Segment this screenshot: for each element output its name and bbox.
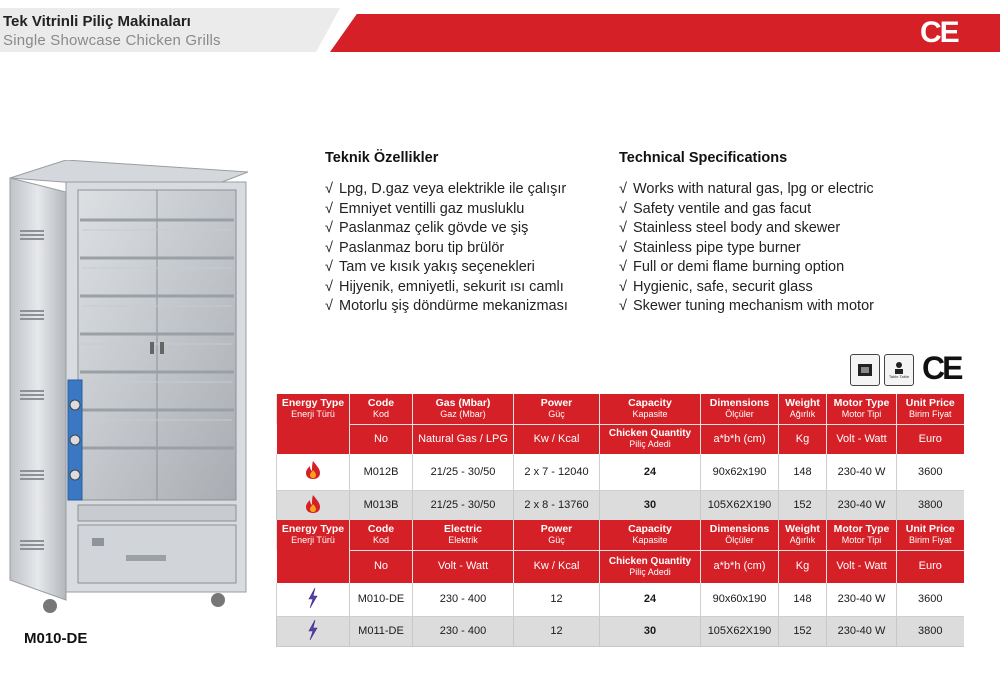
header-red-band — [330, 14, 1000, 52]
table-row — [277, 583, 964, 616]
code-cell: M012B — [350, 454, 413, 490]
code-cell: M010-DE — [350, 583, 413, 616]
capacity-cell: 24 — [600, 583, 701, 616]
weight-cell: 148 — [779, 454, 827, 490]
lightning-icon — [277, 616, 350, 646]
flame-icon — [277, 454, 350, 490]
weight-cell: 152 — [779, 616, 827, 646]
cert-box-icon — [850, 354, 880, 386]
power-cell: 12 — [514, 616, 600, 646]
specs-tr-list — [325, 180, 568, 317]
check-icon: √ — [325, 298, 333, 314]
price-cell: 3800 — [897, 490, 964, 520]
weight-cell: 148 — [779, 583, 827, 616]
list-item: √ Works with natural gas, lpg or electric — [619, 180, 874, 200]
list-item: √ Emniyet ventilli gaz musluklu — [325, 200, 568, 220]
list-item: √ Tam ve kısık yakış seçenekleri — [325, 258, 568, 278]
header-cell: Unit Price Birim Fiyat — [897, 394, 964, 424]
subheader-cell: Euro — [897, 424, 964, 454]
subheader-cell: Euro — [897, 550, 964, 583]
header-cell: Code Kod — [350, 520, 413, 550]
table-subheader-row — [277, 424, 964, 454]
subheader-cell: Kg — [779, 424, 827, 454]
subheader-cell: Natural Gas / LPG — [413, 424, 514, 454]
header-cell: Dimensions Ölçüler — [701, 520, 779, 550]
header-cell: Motor Type Motor Tipi — [827, 394, 897, 424]
header-cell: Gas (Mbar) Gaz (Mbar) — [413, 394, 514, 424]
header-cell: Capacity Kapasite — [600, 394, 701, 424]
lightning-icon — [277, 583, 350, 616]
header-cell: Energy Type Enerji Türü — [277, 520, 350, 550]
power-cell: 2 x 8 - 13760 — [514, 490, 600, 520]
header-cell: Dimensions Ölçüler — [701, 394, 779, 424]
subheader-cell: Kg — [779, 550, 827, 583]
dimensions-cell: 90x62x190 — [701, 454, 779, 490]
list-item: √ Paslanmaz çelik gövde ve şiş — [325, 219, 568, 239]
table-row — [277, 454, 964, 490]
price-cell: 3600 — [897, 454, 964, 490]
list-item: √ Hygienic, safe, securit glass — [619, 278, 874, 298]
check-icon: √ — [619, 278, 627, 295]
gas-cell: 21/25 - 30/50 — [413, 454, 514, 490]
motor-cell: 230-40 W — [827, 454, 897, 490]
product-model-label: M010-DE — [24, 630, 88, 647]
check-icon: √ — [325, 239, 333, 256]
electric-spec-table — [276, 520, 964, 647]
check-icon: √ — [325, 278, 333, 295]
list-item: √ Full or demi flame burning option — [619, 258, 874, 278]
check-icon: √ — [325, 220, 333, 236]
page-title-en: Single Showcase Chicken Grills — [3, 32, 221, 49]
motor-cell: 230-40 W — [827, 616, 897, 646]
table-header-row — [277, 394, 964, 424]
subheader-cell: Volt - Watt — [827, 424, 897, 454]
header-cell: Energy Type Enerji Türü — [277, 394, 350, 424]
list-item: √ Lpg, D.gaz veya elektrikle ile çalışır — [325, 180, 568, 200]
subheader-cell: a*b*h (cm) — [701, 550, 779, 583]
check-icon: √ — [619, 200, 627, 217]
check-icon: √ — [619, 259, 627, 275]
table-row — [277, 490, 964, 520]
header-cell: Electric Elektrik — [413, 520, 514, 550]
header-cell: Power Güç — [514, 520, 600, 550]
check-icon: √ — [325, 200, 333, 217]
list-item: √ Paslanmaz boru tip brülör — [325, 239, 568, 259]
cert-ce-mark: CE — [922, 350, 961, 386]
page-title-tr: Tek Vitrinli Piliç Makinaları — [3, 13, 191, 30]
table-subheader-row — [277, 550, 964, 583]
dimensions-cell: 105X62X190 — [701, 616, 779, 646]
table-header-row — [277, 520, 964, 550]
blank-cell — [277, 550, 350, 583]
specs-tr-title: Teknik Özellikler — [325, 150, 439, 166]
check-icon: √ — [325, 259, 333, 275]
chicken-grill-image — [6, 160, 256, 615]
table-row — [277, 616, 964, 646]
header-cell: Power Güç — [514, 394, 600, 424]
specs-en-title: Technical Specifications — [619, 150, 788, 166]
capacity-cell: 30 — [600, 490, 701, 520]
subheader-cell: Kw / Kcal — [514, 424, 600, 454]
flame-icon — [277, 490, 350, 520]
header-cell: Weight Ağırlık — [779, 394, 827, 424]
header-cell: Capacity Kapasite — [600, 520, 701, 550]
motor-cell: 230-40 W — [827, 490, 897, 520]
subheader-cell: Chicken Quantity Piliç Adedi — [600, 550, 701, 583]
subheader-cell: a*b*h (cm) — [701, 424, 779, 454]
header-cell: Motor Type Motor Tipi — [827, 520, 897, 550]
header-cell: Unit Price Birim Fiyat — [897, 520, 964, 550]
dimensions-cell: 90x60x190 — [701, 583, 779, 616]
check-icon: √ — [619, 181, 627, 197]
gas-spec-table — [276, 394, 964, 521]
header-ce-mark: CE — [920, 16, 958, 49]
check-icon: √ — [325, 181, 333, 197]
price-cell: 3600 — [897, 583, 964, 616]
list-item: √ Skewer tuning mechanism with motor — [619, 297, 874, 317]
blank-cell — [277, 424, 350, 454]
capacity-cell: 30 — [600, 616, 701, 646]
dimensions-cell: 105X62X190 — [701, 490, 779, 520]
subheader-cell: Chicken Quantity Piliç Adedi — [600, 424, 701, 454]
subheader-cell: No — [350, 550, 413, 583]
check-icon: √ — [619, 298, 627, 314]
cert-table-icon: Table Table — [884, 354, 914, 386]
subheader-cell: No — [350, 424, 413, 454]
electric-cell: 230 - 400 — [413, 583, 514, 616]
header-cell: Code Kod — [350, 394, 413, 424]
check-icon: √ — [619, 220, 627, 236]
weight-cell: 152 — [779, 490, 827, 520]
power-cell: 12 — [514, 583, 600, 616]
header-cell: Weight Ağırlık — [779, 520, 827, 550]
subheader-cell: Volt - Watt — [827, 550, 897, 583]
list-item: √ Stainless steel body and skewer — [619, 219, 874, 239]
list-item: √ Safety ventile and gas facut — [619, 200, 874, 220]
check-icon: √ — [619, 239, 627, 256]
gas-cell: 21/25 - 30/50 — [413, 490, 514, 520]
code-cell: M011-DE — [350, 616, 413, 646]
list-item: √ Hijyenik, emniyetli, sekurit ısı camlı — [325, 278, 568, 298]
specs-tr — [325, 150, 568, 317]
power-cell: 2 x 7 - 12040 — [514, 454, 600, 490]
price-cell: 3800 — [897, 616, 964, 646]
specs-en-list — [619, 180, 874, 317]
electric-cell: 230 - 400 — [413, 616, 514, 646]
motor-cell: 230-40 W — [827, 583, 897, 616]
specs-en — [619, 150, 874, 317]
list-item: √ Stainless pipe type burner — [619, 239, 874, 259]
subheader-cell: Kw / Kcal — [514, 550, 600, 583]
code-cell: M013B — [350, 490, 413, 520]
list-item: √ Motorlu şiş döndürme mekanizması — [325, 297, 568, 317]
capacity-cell: 24 — [600, 454, 701, 490]
subheader-cell: Volt - Watt — [413, 550, 514, 583]
